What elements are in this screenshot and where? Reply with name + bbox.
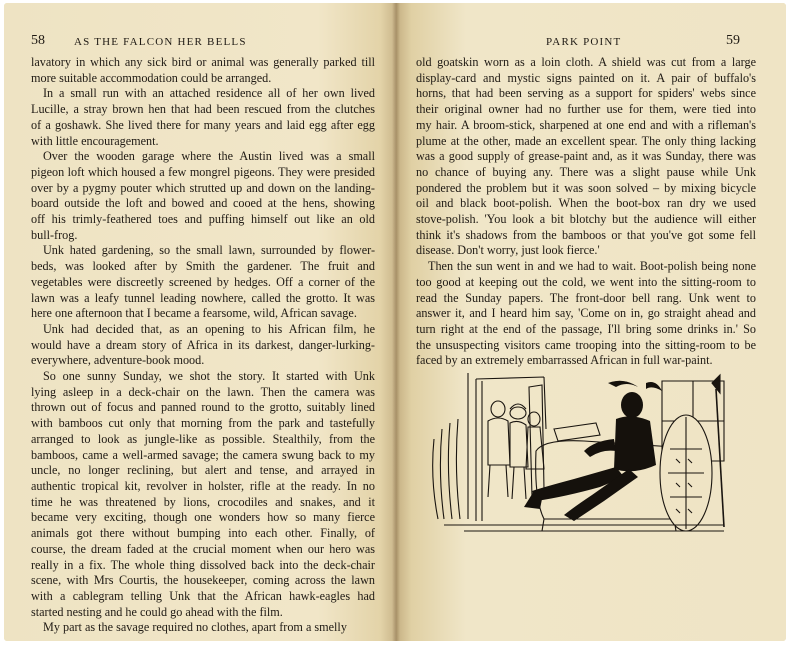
text-line: Lucille, a stray brown hen that had been rescued from the clutches: [31, 102, 375, 117]
text-line: of a goshawk. She lived there for many years and laid egg after egg: [31, 117, 375, 132]
text-line: everywhere, adventure-book mood.: [31, 353, 205, 368]
text-line: bamboos, came a well-armed savage; the camera swung back to my: [31, 447, 375, 462]
text-line: answer it, and I heard him say, 'Come on in, go straight ahead and: [416, 306, 756, 321]
text-line: lavatory in which any sick bird or animal was generally parked till: [31, 55, 375, 69]
left-page-number: 58: [31, 33, 45, 48]
text-line: started nesting and he could go ahead with the film.: [31, 604, 283, 619]
text-line: here one afternoon that I became a fearsome, wild, African savage.: [31, 306, 357, 321]
text-line: oil and black boot-polish. When the boot-box ran dry we used: [416, 196, 756, 211]
left-paragraph: [31, 243, 375, 322]
left-paragraph: [31, 55, 375, 86]
text-line: would have a dream story of Africa in its darkest, danger-lurking-: [31, 337, 375, 352]
text-line: turn right at the end of the passage, I'll bring some drinks in.' So: [416, 321, 756, 336]
text-line: with little encouragement.: [31, 133, 159, 148]
left-paragraph: [31, 86, 375, 149]
text-line: authentic tropical kit, revolver in holster, rifle at the ready. In no: [31, 478, 375, 493]
right-page-text: [416, 55, 756, 369]
text-line: my hair. A broom-stick, sharpened at one end and with a rifleman's: [416, 117, 756, 132]
text-line: became very exciting, though one wonders how so many fierce: [31, 510, 375, 525]
left-paragraph: [31, 620, 375, 636]
text-line: pondered the problem but it was soon solved – by mixing bicycle: [416, 180, 756, 195]
text-line: Unk had decided that, as an opening to his African film, he: [43, 321, 375, 336]
text-line: pigeon loft which housed a few mongrel pigeons. They were presided: [31, 164, 375, 179]
text-line: beds, was looked after by Smith the gardener. The fruit and: [31, 259, 375, 274]
right-running-head: PARK POINT: [546, 36, 622, 48]
left-paragraph: [31, 149, 375, 243]
left-page: [4, 3, 396, 641]
left-page-text: [31, 55, 375, 636]
text-line: with bamboos cut only that morning from the park and tastefully: [31, 416, 375, 431]
text-line: thrown out of focus and panned round to the grotto, suitably lined: [31, 400, 375, 415]
text-line: time he was threatened by lions, crocodiles and snakes, and it: [31, 494, 375, 509]
text-line: bull-frog.: [31, 227, 78, 242]
text-line: old goatskin worn as a loin cloth. A shield was cut from a large: [416, 55, 756, 69]
right-page: [396, 3, 786, 641]
text-line: lying asleep in a deck-chair on the lawn. Then the camera was: [31, 384, 375, 399]
text-line: animals got there without bumping into each other. Finally, of: [31, 526, 375, 541]
illustration: [424, 369, 744, 537]
text-line: too good at keeping out the cold, we went into the sitting-room to: [416, 274, 756, 289]
text-line: uncle, no longer reclining, but alert and tense, and arrayed in: [31, 463, 375, 478]
text-line: think it's shadows from the bamboos or that you've got some fell: [416, 227, 756, 242]
text-line: was a good supply of grease-paint and, as it was Sunday, there was: [416, 149, 756, 164]
right-page-number: 59: [726, 33, 740, 48]
text-line: with a cablegram telling Unk that the African hawk-eagles had: [31, 588, 375, 603]
text-line: vegetables were discreetly screened by hedges. Off a corner of the: [31, 274, 375, 289]
text-line: display-card and mystic signs painted on it. A pair of buffalo's: [416, 70, 756, 85]
text-line: read the Sunday papers. The front-door bell rang. Unk went to: [416, 290, 756, 305]
text-line: no chance of buying any. There was a slight pause while Unk: [416, 164, 756, 179]
text-line: disease. Don't worry, just look fierce.': [416, 243, 600, 258]
text-line: My part as the savage required no clothes, apart from a smelly: [43, 620, 347, 635]
book-spread: [4, 3, 786, 641]
right-paragraph: [416, 55, 756, 259]
text-line: more suitable accommodation could be arranged.: [31, 70, 272, 85]
book-gutter: [392, 3, 400, 641]
text-line: In a small run with an attached residence all of her own lived: [43, 86, 375, 101]
left-running-head: AS THE FALCON HER BELLS: [74, 36, 247, 48]
text-line: Then the sun went in and we had to wait. Boot-polish being none: [428, 259, 756, 274]
text-line: plume at the other, made an excellent spear. The only thing lacking: [416, 133, 756, 148]
text-line: Unk hated gardening, so the small lawn, surrounded by flower-: [43, 243, 375, 258]
text-line: over by a pygmy pouter which strutted up and down on the landing-: [31, 180, 375, 195]
text-line: horns, that had been serving as a support for spiders' webs since: [416, 86, 756, 101]
text-line: course, the dream faded at the crucial moment when our hero was: [31, 541, 375, 556]
text-line: their original owner had no further use for them, were tied into: [416, 102, 756, 117]
text-line: really in a fix. The whole thing dissolved back into the deck-chair: [31, 557, 375, 572]
text-line: the unsuspecting visitors came trooping into the sitting-room to be: [416, 337, 756, 352]
text-line: off his trimly-feathered toes and puffing himself out like an old: [31, 212, 375, 227]
text-line: faced by an extremely embarrassed African in full war-paint.: [416, 353, 713, 368]
left-paragraph: [31, 322, 375, 369]
text-line: arranged to look as jungle-like as possible. Stealthily, from the: [31, 431, 375, 446]
text-line: So one sunny Sunday, we shot the story. It started with Unk: [43, 369, 375, 384]
text-line: Over the wooden garage where the Austin lived was a small: [43, 149, 375, 164]
text-line: board outside the loft and bowed and cooed at the hens, showing: [31, 196, 375, 211]
text-line: stove-polish. 'You look a bit blotchy but the audience will either: [416, 212, 756, 227]
text-line: lawn was a leafy tunnel leading nowhere, called the grotto. It was: [31, 290, 375, 305]
text-line: scene, with Mrs Courtis, the housekeeper, coming across the lawn: [31, 573, 375, 588]
right-paragraph: [416, 259, 756, 369]
left-paragraph: [31, 369, 375, 620]
